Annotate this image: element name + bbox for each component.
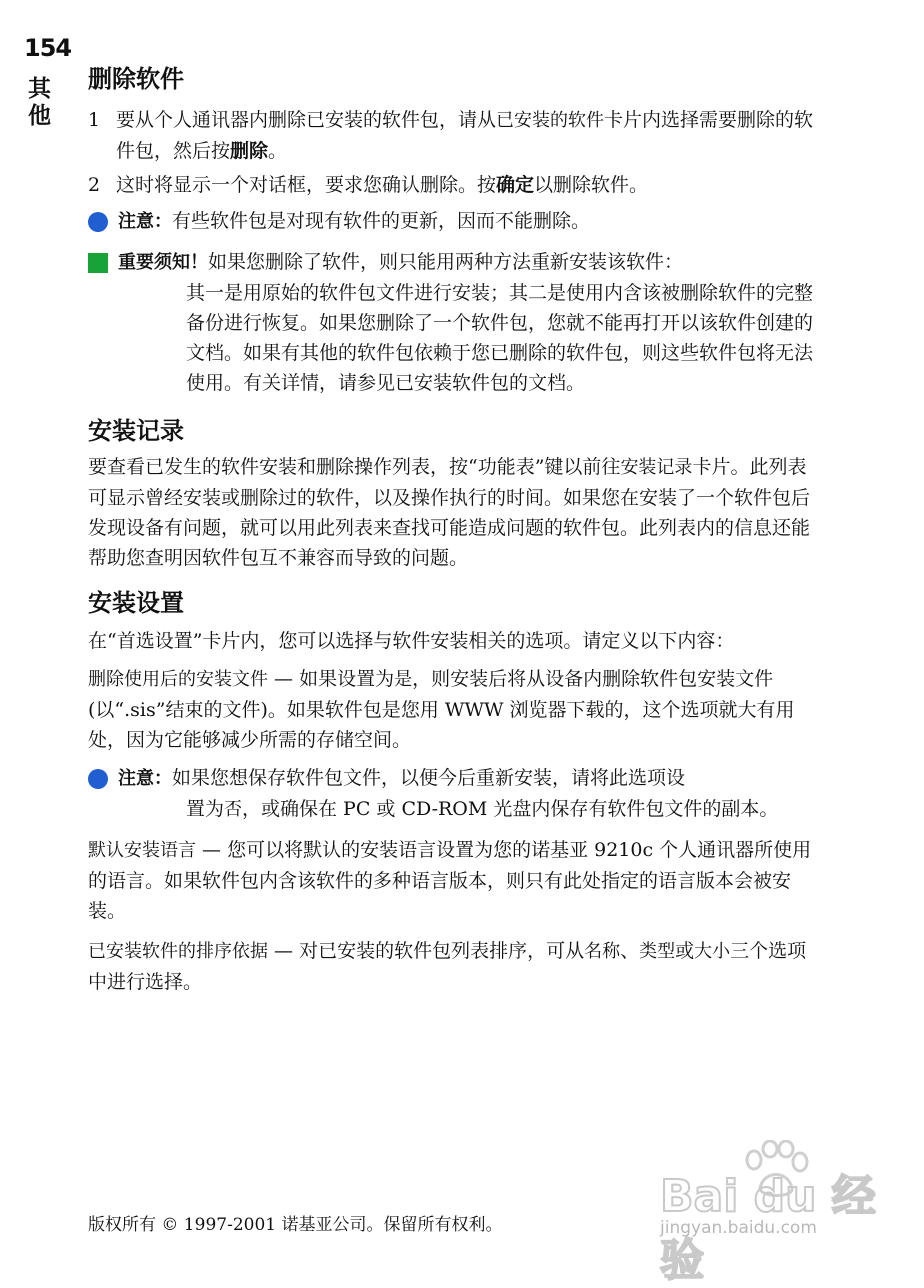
page-number: 154 xyxy=(24,34,72,62)
step2-ok-command: 确定 xyxy=(496,174,535,196)
setting-default-language-text: — 您可以将默认的安装语言设置为您的诺基亚 9210c 个人通讯器所使用的语言。如果软件包内含该软件的多种语言版本，则只有此处指定的语言版本会被安装。 xyxy=(88,839,812,922)
section-title-settings: 安装设置 xyxy=(88,589,184,617)
step-number: 1 xyxy=(88,109,101,131)
sort-option-name: 名称 xyxy=(584,941,621,962)
important-first-line: 如果您删除了软件，则只能用两种方法重新安装该软件： xyxy=(208,251,684,273)
note-delete xyxy=(88,206,818,237)
section-title-delete: 删除软件 xyxy=(88,65,184,93)
setting-delete-files xyxy=(88,664,818,755)
setting-sort-order-text-c: 三个选项中进行选择。 xyxy=(88,940,807,993)
log-paragraph xyxy=(88,452,818,573)
important-body: 其一是用原始的软件包文件进行安装；其二是使用内含该被删除软件的完整备份进行恢复。如果您删除了一个软件包，您就不能再打开以该软件创建的文档。如果有其他的软件包依赖于您已删除的软件包，则这些软件包将无法使用。有关详情，请参见已安装软件包的文档。 xyxy=(186,282,814,394)
section-title-log: 安装记录 xyxy=(88,417,184,445)
step1-text-e: 。 xyxy=(268,140,288,162)
important-notice xyxy=(88,247,818,398)
setting-delete-files-term: 删除使用后的安装文件 xyxy=(88,669,268,690)
step-2 xyxy=(88,170,818,200)
copyright-footer: 版权所有 © 1997-2001 诺基亚公司。保留所有权利。 xyxy=(88,1215,503,1235)
setting-sort-order-text-a: — 对已安装的软件包列表排序，可从 xyxy=(268,940,585,962)
note-circle-icon xyxy=(88,769,108,789)
sort-option-size: 大小 xyxy=(694,941,731,962)
sort-option-type: 类型 xyxy=(639,941,676,962)
step2-text-c: 以删除软件。 xyxy=(534,174,649,196)
setting-delete-files-yes: 是 xyxy=(394,669,413,690)
note-settings xyxy=(88,763,818,825)
log-text-b: 卡片。此列表可显示曾经安装或删除过的软件，以及操作执行的时间。如果您在安装了一个软件包后发现设备有问题，就可以用此列表来查找可能造成问题的软件包。此列表内的信息还能帮助您查明因软件包互不兼容而导致的问题。 xyxy=(88,456,811,569)
step1-text-c: 卡片内选择需要删除的软件包，然后按 xyxy=(116,109,814,162)
page-content xyxy=(88,64,818,997)
step1-delete-command: 删除 xyxy=(230,140,269,162)
step1-term: 已安装的软件 xyxy=(496,110,605,131)
baidu-jingyan-watermark xyxy=(640,1140,910,1286)
setting-delete-files-text-c: ，则安装后将从设备内删除软件包安装文件 (以“.sis”结束的文件)。如果软件包是您用 WWW 浏览器下载的，这个选项就大有用处，因为它能够减少所需的存储空间。 xyxy=(88,668,795,751)
step2-text-a: 这时将显示一个对话框，要求您确认删除。按 xyxy=(116,174,497,196)
settings-intro: 在“首选设置”卡片内，您可以选择与软件安装相关的选项。请定义以下内容： xyxy=(88,630,735,652)
chapter-side-label: 其他 xyxy=(28,76,51,129)
log-term: 安装记录 xyxy=(620,457,693,478)
setting-sort-order xyxy=(88,936,818,997)
note-circle-icon xyxy=(88,212,108,232)
setting-delete-files-text-a: — 如果设置为 xyxy=(268,668,395,690)
watermark-logo: Bai du 经验 xyxy=(660,1171,876,1286)
important-label: 重要须知！ xyxy=(118,252,208,273)
watermark-url: jingyan.baidu.com xyxy=(660,1218,817,1238)
note-rest-c: ，或确保在 PC 或 CD-ROM 光盘内保存有软件包文件的副本。 xyxy=(242,798,779,820)
setting-default-language-term: 默认安装语言 xyxy=(88,840,196,861)
sort-separator: 、 xyxy=(620,940,640,962)
note-body xyxy=(118,794,818,825)
note-text: 有些软件包是对现有软件的更新，因而不能删除。 xyxy=(172,210,591,232)
sort-text-or: 或 xyxy=(675,940,695,962)
log-text-a: 要查看已发生的软件安装和删除操作列表，按“功能表”键以前往 xyxy=(88,456,621,478)
setting-default-language xyxy=(88,835,818,926)
note-no-option: 否 xyxy=(224,799,243,820)
note-first-line: 如果您想保存软件包文件，以便今后重新安装，请将此选项设 xyxy=(172,767,686,789)
setting-sort-order-term: 已安装软件的排序依据 xyxy=(88,941,268,962)
step-1 xyxy=(88,105,818,166)
step-number: 2 xyxy=(88,174,101,196)
note-label: 注意： xyxy=(118,211,172,232)
step1-text-a: 要从个人通讯器内删除已安装的软件包，请从 xyxy=(116,109,497,131)
note-label: 注意： xyxy=(118,768,172,789)
note-rest-a: 置为 xyxy=(186,798,225,820)
important-square-icon xyxy=(88,253,108,273)
